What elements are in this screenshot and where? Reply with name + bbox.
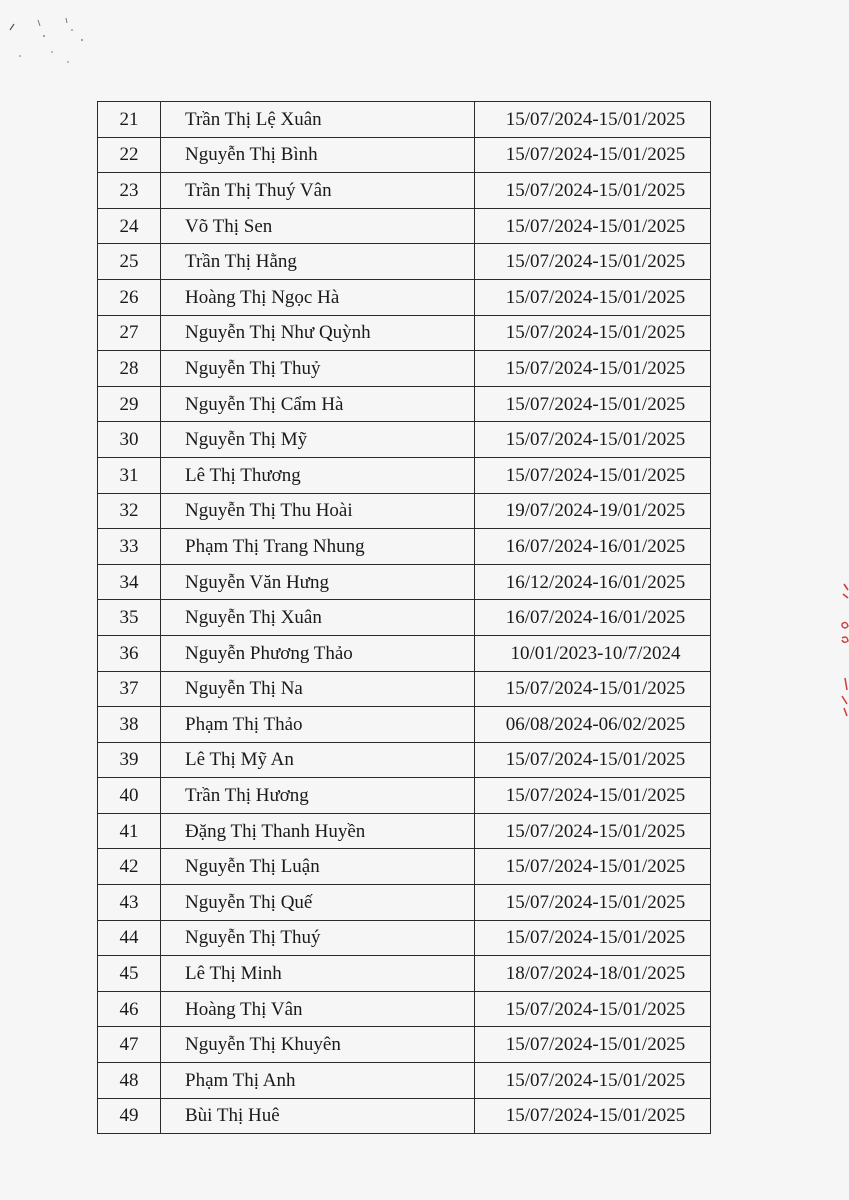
- employee-period-table: [97, 101, 711, 1134]
- row-number-cell: 31: [98, 457, 161, 493]
- row-number-cell: 42: [98, 849, 161, 885]
- full-name-cell: Lê Thị Minh: [161, 956, 475, 992]
- full-name-cell: Nguyễn Thị Mỹ: [161, 422, 475, 458]
- row-number-cell: 34: [98, 564, 161, 600]
- table-row: [98, 386, 711, 422]
- table-row: [98, 422, 711, 458]
- date-range-cell: 15/07/2024-15/01/2025: [475, 1098, 711, 1134]
- date-range-cell: 15/07/2024-15/01/2025: [475, 244, 711, 280]
- full-name-cell: Nguyễn Thị Xuân: [161, 600, 475, 636]
- date-range-cell: 15/07/2024-15/01/2025: [475, 102, 711, 138]
- date-range-cell: 15/07/2024-15/01/2025: [475, 457, 711, 493]
- date-range-cell: 16/12/2024-16/01/2025: [475, 564, 711, 600]
- row-number-cell: 38: [98, 707, 161, 743]
- row-number-cell: 21: [98, 102, 161, 138]
- date-range-cell: 15/07/2024-15/01/2025: [475, 386, 711, 422]
- row-number-cell: 49: [98, 1098, 161, 1134]
- table-row: [98, 1063, 711, 1099]
- full-name-cell: Nguyễn Thị Thuỷ: [161, 351, 475, 387]
- row-number-cell: 35: [98, 600, 161, 636]
- row-number-cell: 22: [98, 137, 161, 173]
- table-row: [98, 813, 711, 849]
- scan-speck-marks: [8, 18, 98, 68]
- table-row: [98, 991, 711, 1027]
- date-range-cell: 15/07/2024-15/01/2025: [475, 208, 711, 244]
- row-number-cell: 48: [98, 1063, 161, 1099]
- full-name-cell: Võ Thị Sen: [161, 208, 475, 244]
- table-row: [98, 671, 711, 707]
- row-number-cell: 45: [98, 956, 161, 992]
- date-range-cell: 15/07/2024-15/01/2025: [475, 351, 711, 387]
- full-name-cell: Nguyễn Văn Hưng: [161, 564, 475, 600]
- date-range-cell: 15/07/2024-15/01/2025: [475, 422, 711, 458]
- row-number-cell: 36: [98, 635, 161, 671]
- full-name-cell: Lê Thị Mỹ An: [161, 742, 475, 778]
- date-range-cell: 15/07/2024-15/01/2025: [475, 137, 711, 173]
- full-name-cell: Lê Thị Thương: [161, 457, 475, 493]
- full-name-cell: Phạm Thị Trang Nhung: [161, 529, 475, 565]
- table-row: [98, 849, 711, 885]
- row-number-cell: 24: [98, 208, 161, 244]
- row-number-cell: 32: [98, 493, 161, 529]
- table-row: [98, 1027, 711, 1063]
- date-range-cell: 15/07/2024-15/01/2025: [475, 1063, 711, 1099]
- full-name-cell: Trần Thị Hương: [161, 778, 475, 814]
- date-range-cell: 06/08/2024-06/02/2025: [475, 707, 711, 743]
- full-name-cell: Đặng Thị Thanh Huyền: [161, 813, 475, 849]
- table-row: [98, 956, 711, 992]
- table-row: [98, 564, 711, 600]
- table-row: [98, 457, 711, 493]
- table-row: [98, 315, 711, 351]
- full-name-cell: Trần Thị Hằng: [161, 244, 475, 280]
- date-range-cell: 15/07/2024-15/01/2025: [475, 1027, 711, 1063]
- row-number-cell: 27: [98, 315, 161, 351]
- full-name-cell: Nguyễn Thị Cẩm Hà: [161, 386, 475, 422]
- row-number-cell: 46: [98, 991, 161, 1027]
- table-row: [98, 885, 711, 921]
- date-range-cell: 15/07/2024-15/01/2025: [475, 920, 711, 956]
- table-row: [98, 707, 711, 743]
- date-range-cell: 10/01/2023-10/7/2024: [475, 635, 711, 671]
- full-name-cell: Nguyễn Phương Thảo: [161, 635, 475, 671]
- table-row: [98, 208, 711, 244]
- row-number-cell: 37: [98, 671, 161, 707]
- date-range-cell: 15/07/2024-15/01/2025: [475, 742, 711, 778]
- full-name-cell: Trần Thị Lệ Xuân: [161, 102, 475, 138]
- full-name-cell: Trần Thị Thuý Vân: [161, 173, 475, 209]
- table-row: [98, 244, 711, 280]
- red-stamp-edge: [830, 580, 849, 720]
- row-number-cell: 29: [98, 386, 161, 422]
- date-range-cell: 16/07/2024-16/01/2025: [475, 529, 711, 565]
- table-row: [98, 493, 711, 529]
- full-name-cell: Nguyễn Thị Như Quỳnh: [161, 315, 475, 351]
- table-row: [98, 920, 711, 956]
- full-name-cell: Nguyễn Thị Luận: [161, 849, 475, 885]
- date-range-cell: 15/07/2024-15/01/2025: [475, 173, 711, 209]
- table-row: [98, 778, 711, 814]
- full-name-cell: Hoàng Thị Vân: [161, 991, 475, 1027]
- full-name-cell: Nguyễn Thị Thuý: [161, 920, 475, 956]
- date-range-cell: 15/07/2024-15/01/2025: [475, 849, 711, 885]
- date-range-cell: 15/07/2024-15/01/2025: [475, 778, 711, 814]
- row-number-cell: 44: [98, 920, 161, 956]
- date-range-cell: 15/07/2024-15/01/2025: [475, 813, 711, 849]
- full-name-cell: Phạm Thị Thảo: [161, 707, 475, 743]
- table-row: [98, 137, 711, 173]
- date-range-cell: 15/07/2024-15/01/2025: [475, 885, 711, 921]
- full-name-cell: Nguyễn Thị Bình: [161, 137, 475, 173]
- date-range-cell: 15/07/2024-15/01/2025: [475, 991, 711, 1027]
- full-name-cell: Nguyễn Thị Na: [161, 671, 475, 707]
- row-number-cell: 40: [98, 778, 161, 814]
- date-range-cell: 19/07/2024-19/01/2025: [475, 493, 711, 529]
- row-number-cell: 23: [98, 173, 161, 209]
- table-row: [98, 351, 711, 387]
- date-range-cell: 15/07/2024-15/01/2025: [475, 315, 711, 351]
- table-row: [98, 742, 711, 778]
- table-row: [98, 635, 711, 671]
- date-range-cell: 15/07/2024-15/01/2025: [475, 279, 711, 315]
- row-number-cell: 25: [98, 244, 161, 280]
- row-number-cell: 41: [98, 813, 161, 849]
- table-row: [98, 529, 711, 565]
- full-name-cell: Nguyễn Thị Khuyên: [161, 1027, 475, 1063]
- row-number-cell: 39: [98, 742, 161, 778]
- full-name-cell: Hoàng Thị Ngọc Hà: [161, 279, 475, 315]
- row-number-cell: 33: [98, 529, 161, 565]
- table-row: [98, 102, 711, 138]
- row-number-cell: 43: [98, 885, 161, 921]
- row-number-cell: 30: [98, 422, 161, 458]
- row-number-cell: 26: [98, 279, 161, 315]
- date-range-cell: 15/07/2024-15/01/2025: [475, 671, 711, 707]
- row-number-cell: 47: [98, 1027, 161, 1063]
- full-name-cell: Phạm Thị Anh: [161, 1063, 475, 1099]
- table-body: [98, 102, 711, 1134]
- date-range-cell: 18/07/2024-18/01/2025: [475, 956, 711, 992]
- date-range-cell: 16/07/2024-16/01/2025: [475, 600, 711, 636]
- full-name-cell: Nguyễn Thị Thu Hoài: [161, 493, 475, 529]
- full-name-cell: Nguyễn Thị Quế: [161, 885, 475, 921]
- table-row: [98, 1098, 711, 1134]
- table-row: [98, 600, 711, 636]
- table-row: [98, 173, 711, 209]
- table-row: [98, 279, 711, 315]
- row-number-cell: 28: [98, 351, 161, 387]
- full-name-cell: Bùi Thị Huê: [161, 1098, 475, 1134]
